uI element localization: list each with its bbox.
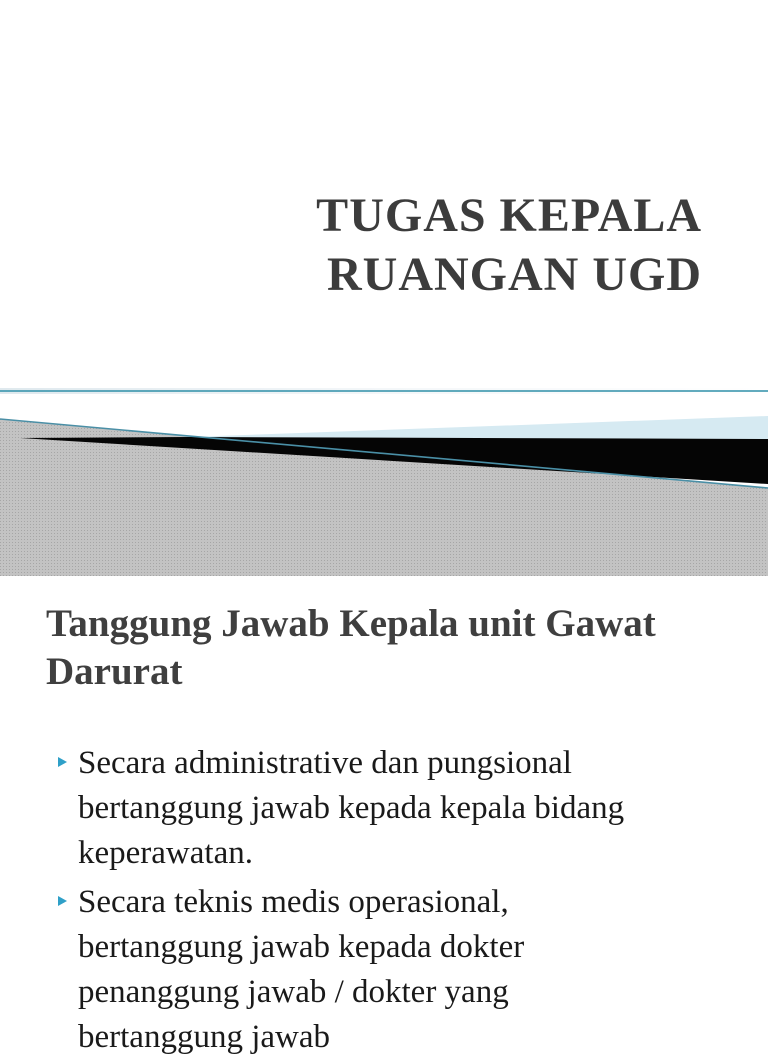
bullet-line: Secara administrative dan pungsional — [78, 745, 572, 781]
content-slide — [0, 576, 768, 1055]
bullet-list — [56, 741, 736, 1064]
bullet-line: bertanggung jawab kepada dokter — [78, 929, 525, 965]
bullet-line: bertanggung jawab — [78, 1019, 330, 1055]
title-line-2: RUANGAN UGD — [327, 248, 702, 301]
decorative-band — [0, 380, 768, 576]
slide-title — [316, 186, 702, 304]
slide-heading: Tanggung Jawab Kepala unit Gawat Darurat — [46, 602, 656, 693]
bullet-line: keperawatan. — [78, 835, 253, 871]
bullet-line: penanggung jawab / dokter yang — [78, 974, 509, 1010]
triangle-bullet-icon — [58, 757, 67, 767]
bullet-line: bertanggung jawab kepada kepala bidang — [78, 790, 625, 826]
bullet-item — [56, 880, 736, 1060]
bullet-item — [56, 741, 736, 876]
bullet-line: Secara teknis medis operasional, — [78, 884, 509, 920]
triangle-bullet-icon — [58, 896, 67, 906]
title-line-1: TUGAS KEPALA — [316, 189, 702, 242]
